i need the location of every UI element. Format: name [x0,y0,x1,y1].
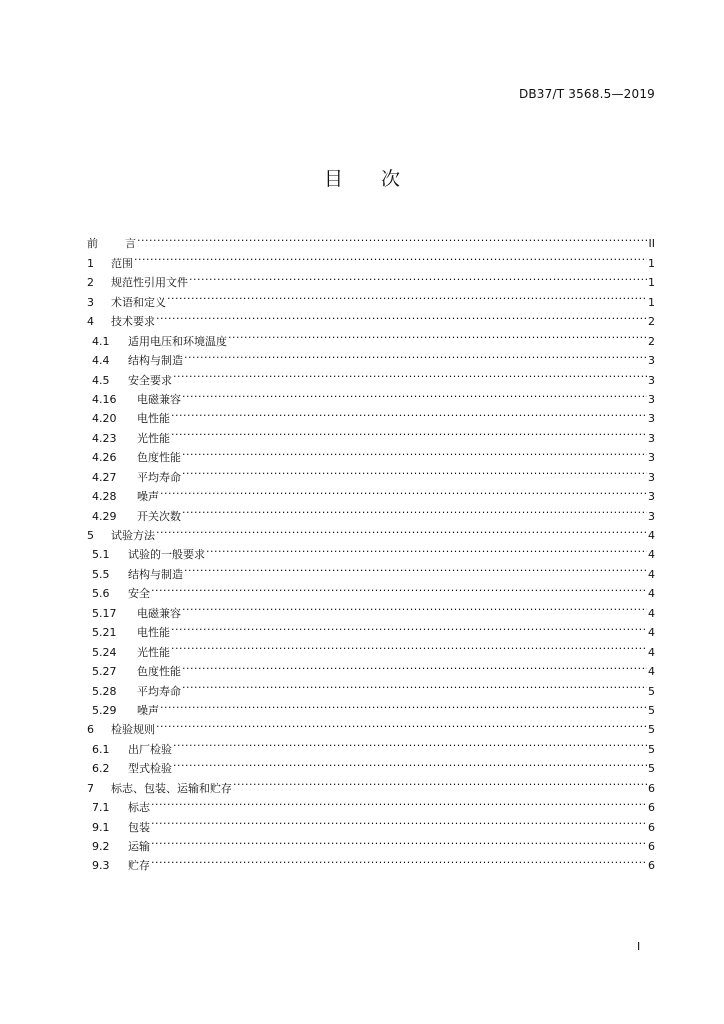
toc-entry-label: 检验规则 [111,723,155,737]
toc-entry-label: 电磁兼容 [137,606,181,620]
toc-entry-label: 出厂检验 [128,742,172,756]
toc-entry-page: 3 [648,412,655,426]
toc-entry-label: 平均寿命 [137,684,181,698]
toc-leader-dots [151,850,647,869]
toc-entry-label: 平均寿命 [137,470,181,484]
toc-entry[interactable] [87,247,655,270]
toc-entry-page: 4 [648,645,655,659]
toc-entry-label: 术语和定义 [111,295,166,309]
toc-entry[interactable] [87,384,655,406]
toc-entry-page: 3 [648,470,655,484]
toc-entry-number: 5.28 [92,684,117,698]
toc-entry-number: 5.24 [92,645,117,659]
toc-entry-number: 4 [87,315,94,329]
toc-entry-label: 结构与制造 [128,567,183,581]
toc-leader-dots [182,597,647,616]
toc-entry-page: 4 [648,665,655,679]
toc-entry-page: 4 [648,587,655,601]
toc-leader-dots [184,558,647,577]
toc-entry-page: 4 [648,548,655,562]
toc-entry-label: 电性能 [137,412,170,426]
toc-entry-number: 4.16 [92,392,117,406]
toc-entry[interactable] [87,772,655,795]
toc-entry-page: 6 [648,859,655,873]
toc-entry-page: 2 [648,315,655,329]
toc-leader-dots [182,461,647,480]
toc-entry-label: 电性能 [137,626,170,640]
toc-entry-page: 1 [648,276,655,290]
toc-entry[interactable] [87,792,655,815]
toc-entry-label: 运输 [128,840,150,853]
toc-entry-number: 9.2 [92,840,110,853]
toc-leader-dots [173,364,647,383]
toc-entry[interactable] [87,442,655,465]
toc-leader-dots [160,481,647,500]
toc-leader-dots [134,247,647,266]
toc-entry[interactable] [87,403,655,426]
toc-entry-page: 6 [648,820,655,834]
toc-entry[interactable] [87,656,655,679]
toc-leader-dots [173,753,647,772]
toc-entry-page: 5 [648,762,655,776]
toc-entry-number: 4.20 [92,412,117,426]
toc-title-char-2: 次 [381,168,401,190]
toc-entry-number: 4.28 [92,490,117,504]
toc-leader-dots [171,636,647,655]
toc-leader-dots [184,345,647,364]
toc-entry-label: 光性能 [137,645,170,659]
toc-entry[interactable] [87,714,655,737]
toc-leader-dots [182,500,647,519]
toc-entry-label: 贮存 [128,859,150,873]
toc-entry-page: 3 [648,392,655,406]
toc-entry-label: 技术要求 [111,315,155,329]
toc-entry-page: 3 [648,354,655,368]
toc-entry-number: 7.1 [92,801,110,815]
toc-entry-number: 5.5 [92,567,110,581]
toc-list [87,228,655,873]
toc-entry-number: 5.1 [92,548,110,562]
toc-entry-label: 言 [125,237,136,251]
toc-entry-number: 前 [87,237,98,251]
toc-entry-page: 2 [648,334,655,348]
toc-entry-page: 4 [648,529,655,542]
toc-entry-page: 3 [648,451,655,465]
toc-entry-number: 4.23 [92,431,117,445]
toc-entry-page: 3 [648,373,655,387]
toc-leader-dots [167,286,647,305]
toc-leader-dots [156,520,647,539]
toc-leader-dots [173,733,647,752]
toc-entry-number: 1 [87,256,94,270]
toc-entry[interactable] [87,306,655,329]
toc-entry-number: 4.29 [92,509,117,523]
toc-entry[interactable] [87,597,655,620]
toc-entry[interactable] [87,850,655,873]
toc-leader-dots [233,772,647,791]
toc-entry-number: 9.3 [92,859,110,873]
toc-entry[interactable] [87,520,655,542]
toc-entry-page: 3 [648,509,655,523]
toc-leader-dots [189,267,647,286]
toc-entry-number: 5.27 [92,665,117,679]
toc-leader-dots [156,714,647,733]
toc-leader-dots [171,422,647,441]
toc-entry-page: II [648,237,655,251]
toc-leader-dots [151,792,647,811]
toc-entry-number: 7 [87,781,94,795]
toc-entry-label: 电磁兼容 [137,392,181,406]
toc-entry[interactable] [87,811,655,834]
toc-entry-label: 型式检验 [128,762,172,776]
toc-entry[interactable] [87,364,655,387]
toc-entry-page: 6 [648,840,655,853]
toc-entry-number: 6.1 [92,742,110,756]
toc-entry-number: 6.2 [92,762,110,776]
toc-entry[interactable] [87,733,655,756]
page-number: I [637,940,641,953]
toc-entry[interactable] [87,831,655,853]
toc-leader-dots [151,831,647,850]
toc-leader-dots [137,228,648,247]
toc-entry-label: 标志 [128,801,150,815]
toc-entry-number: 5.21 [92,626,117,640]
toc-entry-label: 光性能 [137,431,170,445]
toc-entry-number: 9.1 [92,820,110,834]
toc-leader-dots [151,578,647,597]
toc-entry[interactable] [87,539,655,562]
toc-entry-number: 5.17 [92,606,117,620]
toc-leader-dots [182,656,647,675]
toc-title [0,164,724,191]
toc-entry-number: 6 [87,723,94,737]
toc-entry-label: 色度性能 [137,451,181,465]
toc-entry-page: 6 [648,781,655,795]
toc-entry-page: 4 [648,567,655,581]
toc-entry-label: 标志、包装、运输和贮存 [111,781,232,795]
toc-entry[interactable] [87,267,655,290]
toc-entry-number: 5.29 [92,703,117,717]
toc-leader-dots [171,617,647,636]
toc-entry-page: 4 [648,626,655,640]
toc-leader-dots [182,442,647,461]
toc-leader-dots [182,675,647,694]
toc-entry[interactable] [87,325,655,348]
toc-leader-dots [156,306,647,325]
toc-entry-number: 5.6 [92,587,110,601]
toc-entry-number: 4.4 [92,354,110,368]
toc-entry[interactable] [87,695,655,717]
toc-entry[interactable] [87,422,655,445]
toc-entry-label: 噪声 [137,703,159,717]
toc-entry-label: 开关次数 [137,509,181,523]
toc-entry-label: 适用电压和环境温度 [128,334,227,348]
toc-entry-label: 色度性能 [137,665,181,679]
toc-entry-label: 结构与制造 [128,354,183,368]
toc-leader-dots [182,384,647,403]
toc-entry-number: 4.27 [92,470,117,484]
standard-code: DB37/T 3568.5—2019 [518,87,655,101]
toc-entry-number: 5 [87,529,94,542]
toc-entry-label: 噪声 [137,490,159,504]
toc-entry-page: 1 [648,295,655,309]
toc-title-char-1: 目 [323,168,343,190]
toc-entry-label: 规范性引用文件 [111,276,188,290]
toc-entry-page: 3 [648,431,655,445]
toc-entry-foreword[interactable] [87,228,655,251]
toc-entry[interactable] [87,286,655,309]
toc-entry[interactable] [87,481,655,504]
toc-leader-dots [151,811,647,830]
toc-entry-page: 3 [648,490,655,504]
toc-entry-page: 5 [648,723,655,737]
toc-entry-number: 3 [87,295,94,309]
toc-entry-number: 4.26 [92,451,117,465]
toc-entry-label: 试验方法 [111,529,155,542]
toc-entry-label: 安全 [128,587,150,601]
toc-entry-label: 试验的一般要求 [128,548,205,562]
toc-entry-page: 5 [648,742,655,756]
toc-leader-dots [206,539,647,558]
toc-entry-page: 4 [648,606,655,620]
toc-entry[interactable] [87,578,655,601]
toc-leader-dots [228,325,647,344]
toc-entry-number: 2 [87,276,94,290]
toc-entry[interactable] [87,636,655,659]
toc-entry-page: 6 [648,801,655,815]
toc-entry-label: 包装 [128,820,150,834]
toc-entry-label: 安全要求 [128,373,172,387]
toc-entry-page: 1 [648,256,655,270]
toc-entry-number: 4.1 [92,334,110,348]
toc-leader-dots [160,695,647,714]
toc-leader-dots [171,403,647,422]
toc-entry-number: 4.5 [92,373,110,387]
toc-entry[interactable] [87,500,655,523]
toc-entry-page: 5 [648,684,655,698]
toc-entry[interactable] [87,753,655,776]
toc-entry-page: 5 [648,703,655,717]
toc-entry-label: 范围 [111,256,133,270]
toc-entry[interactable] [87,617,655,640]
